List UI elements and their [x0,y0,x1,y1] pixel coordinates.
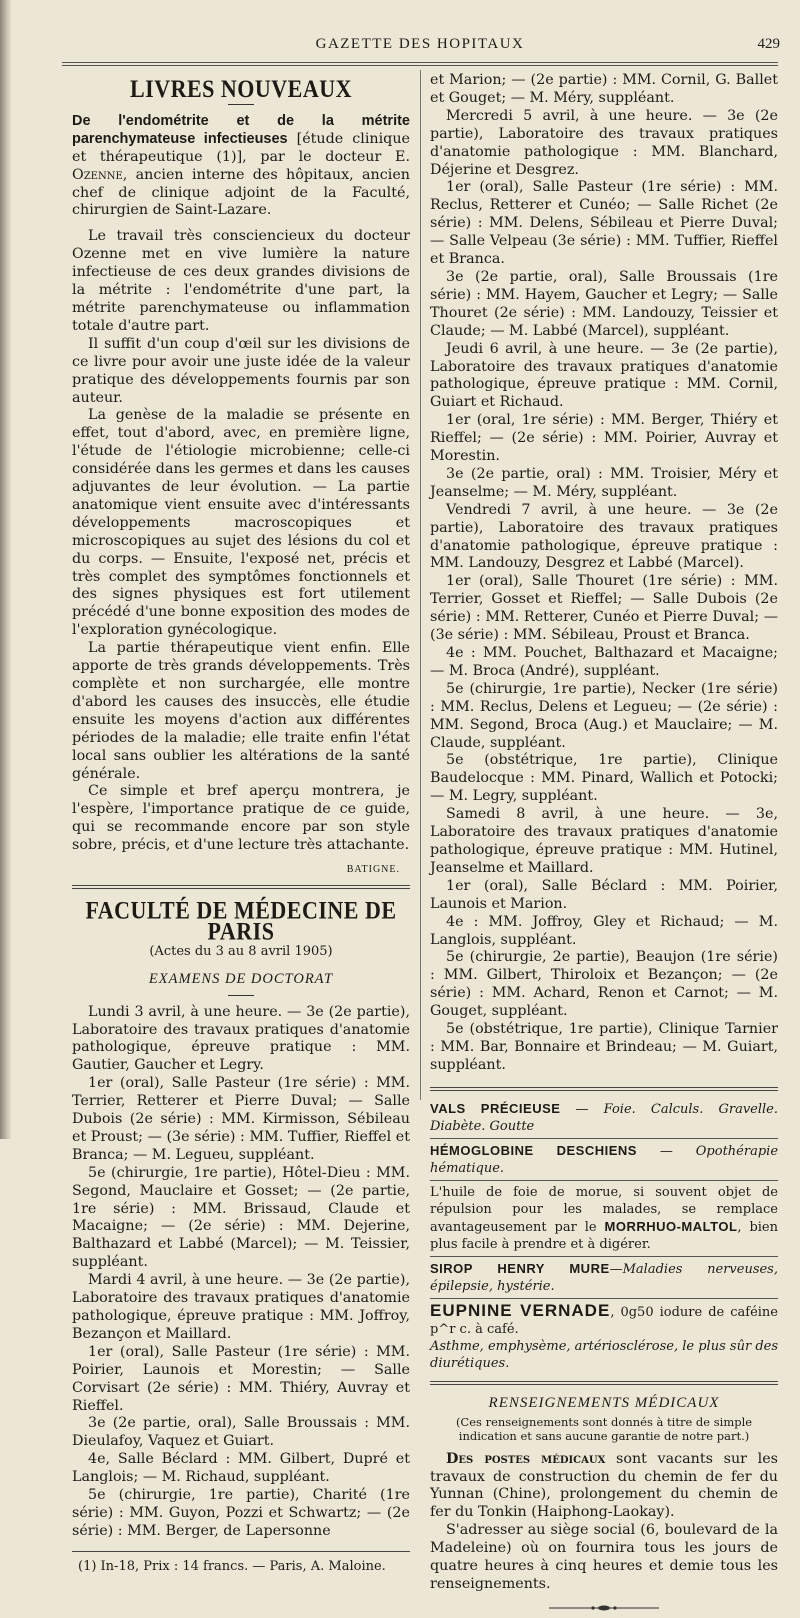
book-citation [72,113,410,220]
exam-paragraph: 5e (chirurgie, 2e partie), Beaujon (1re série) : MM. Gilbert, Thiroloix et Bezançon; — (2e série) : MM. Achard, Renon et Carnot; — M. Gouget, suppléant. [430,949,778,1020]
faculte-subtitle: (Actes du 3 au 8 avril 1905) [149,943,333,959]
section-rule [72,885,410,889]
exam-paragraph: Mercredi 5 avril, à une heure. — 3e (2e partie), Laboratoire des travaux pratiques d'anatomie pathologique : MM. Blanchard, Déjerine et Desgrez. [430,107,778,178]
book-title: De l'endométrite et de la métrite parenchymateuse infectieuses [72,112,410,147]
ad-huile-tail: , bien plus facile à prendre et à digérer. [430,1219,778,1252]
exam-paragraph: 5e (obstétrique, 1re partie), Clinique Tarnier : MM. Bar, Bonnaire et Brindeau; — M. Guiart, suppléant. [430,1021,778,1073]
footnote-rule [72,1551,410,1552]
renseignements-text: sont vacants sur les travaux de construction du chemin de fer du Yunnan (Chine), prolongement du chemin de fer du Tonkin (Haiphong-Laokay). [430,1450,778,1521]
exam-paragraph: 1er (oral), Salle Pasteur (1re série) : MM. Terrier, Retterer et Pierre Duval; — Salle Dubois (2e série) : MM. Kirmisson, Sébileau et Proust; — (3e série) : MM. Tuffier, Rieffel et Branca; — M. Legueu, suppléant. [72,1075,410,1163]
exam-paragraph: et Marion; — (2e partie) : MM. Cornil, G. Ballet et Gouget; — M. Méry, suppléant. [430,72,778,106]
heading-rule [228,995,254,996]
exam-paragraph: 4e : MM. Pouchet, Balthazard et Macaigne; — M. Broca (André), suppléant. [430,645,778,679]
ad-huile-text: L'huile de foie de morue, si souvent objet de répulsion pour les malades, se remplace avantageusement par le [430,1184,778,1235]
ad-hemo-name: HÉMOGLOBINE DESCHIENS [430,1142,637,1158]
exam-paragraph: 5e (chirurgie, 1re partie), Hôtel-Dieu : MM. Segond, Mauclaire et Gosset; — (2e partie, 1re série) : MM. Brissaud, Claude et Macaigne; — (2e série) : MM. Dejerine, Balthazard et Labbé (Marcel); — M. Teissier, suppléant. [72,1164,410,1271]
exam-paragraph: 4e, Salle Béclard : MM. Gilbert, Dupré et Langlois; — M. Richaud, suppléant. [72,1451,410,1486]
ads-bottom-rule [430,1381,778,1385]
ads-top-rule [430,1087,778,1091]
ad-sirop [430,1257,778,1299]
ad-eupnine-text: , 0g50 iodure de caféine p^r c. à café. [430,1304,778,1337]
exam-paragraph: 1er (oral, 1re série) : MM. Berger, Thiéry et Rieffel; — (2e série) : MM. Poirier, Auvray et Morestin. [430,412,778,465]
page-number: 429 [757,36,780,52]
exam-heading: EXAMENS DE DOCTORAT [148,970,334,987]
livres-title: LIVRES NOUVEAUX [129,74,353,103]
ad-morrhuo [430,1181,778,1257]
renseignements-lead: Des postes médicaux [446,1450,606,1467]
review-paragraph: Le travail très consciencieux du docteur Ozenne met en vive lumière la nature infectieuse de ces deux grandes divisions de la métrite : l'endométrite d'une part, la métrite parenchymateuse ou inflammation totale d'autre part. [72,228,410,334]
exam-paragraph: 3e (2e partie, oral) : MM. Troisier, Méry et Jeanselme; — M. Méry, suppléant. [430,465,778,500]
ad-eupnine-name: EUPNINE VERNADE [430,1300,611,1320]
ad-sirop-name: SIROP HENRY MURE [430,1260,610,1276]
author-name: Ozenne [72,166,123,183]
review-paragraph: La genèse de la maladie se présente en effet, tout d'abord, avec, en première ligne, l'étude de l'étiologie microbienne; celle-ci considérée dans les germes et dans les causes adjuvantes de leur évolution. — La partie anatomique vient ensuite avec d'intéressants développements macroscopiques et microscopiques au sujet des lésions du col et du corps. — Ensuite, l'exposé net, précis et très complet des symptômes fonctionnels et des signes physiques est fort utilement précédé d'une bonne exposition des modes de l'exploration gynécologique. [72,407,410,639]
exam-paragraph: 1er (oral), Salle Thouret (1re série) : MM. Terrier, Gosset et Rieffel; — Salle Dubois (2e série) : MM. Retterer, Cunéo et Pierre Duval; — (3e série) : MM. Sébileau, Proust et Branca. [430,573,778,644]
ad-vals-text: — Foie. Calculs. Gravelle. Diabète. Goutte [430,1101,778,1134]
review-paragraph: Ce simple et bref aperçu montrera, je l'espère, l'importance pratique de ce guide, qui se recommande encore par son style sobre, précis, et d'une lecture très attachante. [72,783,410,854]
exam-paragraph: 1er (oral), Salle Pasteur (1re série) : MM. Reclus, Retterer et Cunéo; — Salle Richet (2e série) : MM. Delens, Sébileau et Pierre Duval; — Salle Velpeau (3e série) : MM. Tuffier, Rieffel et Branca. [430,179,778,268]
ad-sirop-text: —Maladies nerveuses, épilepsie, hystérie. [430,1261,778,1294]
ad-eupnine-italic: Asthme, emphysème, artériosclérose, le plus sûr des diurétiques. [430,1338,778,1371]
exam-paragraph: Samedi 8 avril, à une heure. — 3e, Laboratoire des travaux pratiques d'anatomie pathologique, épreuve pratique : MM. Hutinel, Jeanselme et Maillard. [430,806,778,876]
footnote: (1) In-18, Prix : 14 francs. — Paris, A. Maloine. [78,1558,386,1574]
ad-vals [430,1097,778,1139]
end-ornament [430,1600,778,1618]
page-header [60,36,780,56]
exam-paragraph: Jeudi 6 avril, à une heure. — 3e (2e partie), Laboratoire des travaux pratiques d'anatomie pathologique, épreuve pratique : MM. Cornil, Guiart et Richaud. [430,340,778,411]
exam-paragraph: 5e (chirurgie, 1re partie), Charité (1re série) : MM. Guyon, Pozzi et Schwartz; — (2e série) : MM. Berger, de Lapersonne [72,1487,410,1539]
exam-paragraph: 5e (chirurgie, 1re partie), Necker (1re série) : MM. Reclus, Delens et Legueu; — (2e série) : MM. Segond, Broca (Aug.) et Mauclaire; — M. Claude, suppléant. [430,680,778,751]
ad-hemo-text: — Opothérapie hématique. [430,1143,779,1176]
header-rule [62,62,778,66]
exam-paragraph: 3e (2e partie, oral), Salle Broussais (1re série) : MM. Hayem, Gaucher et Legry; — Salle Thouret (2e série) : MM. Landouzy, Teissier et Claude; — M. Labbé (Marcel), suppléant. [430,268,778,339]
title-rule [228,104,254,105]
exam-paragraph: 5e (obstétrique, 1re partie), Clinique Baudelocque : MM. Pinard, Wallich et Potocki; — M. Legry, suppléant. [430,752,778,805]
exam-paragraph: Lundi 3 avril, à une heure. — 3e (2e partie), Laboratoire des travaux pratiques d'anatomie pathologique, épreuve pratique : MM. Gautier, Gaucher et Legry. [72,1003,410,1074]
ad-eupnine [430,1299,778,1375]
page-binding-edge [0,0,11,1139]
ad-vals-name: VALS PRÉCIEUSE [430,1100,561,1116]
renseignements-note: (Ces renseignements sont donnés à titre de simple indication et sans aucune garantie de notre part.) [455,1414,753,1443]
ad-huile-brand: MORRHUO-MALTOL [604,1218,738,1234]
exam-paragraph: Mardi 4 avril, à une heure. — 3e (2e partie), Laboratoire des travaux pratiques d'anatomie pathologique, épreuve pratique : MM. Joffroy, Bezançon et Maillard. [72,1272,410,1342]
ornament-rule-icon [549,1604,659,1612]
review-paragraph: Il suffit d'un coup d'œil sur les divisions de ce livre pour avoir une juste idée de la valeur pratique des développements fournis par son auteur. [72,335,410,406]
renseignements-paragraph: S'adresser au siège social (6, boulevard de la Madeleine) où on fournira tous les jours de quatre heures à cinq heures et demie tous les renseignements. [430,1522,778,1592]
exam-paragraph: Vendredi 7 avril, à une heure. — 3e (2e partie), Laboratoire des travaux pratiques d'anatomie pathologique, épreuve pratique : MM. Landouzy, Desgrez et Labbé (Marcel). [430,501,778,572]
running-title: GAZETTE DES HOPITAUX [315,36,525,52]
right-column [430,72,778,1618]
exam-paragraph: 1er (oral), Salle Pasteur (1re série) : MM. Poirier, Launois et Morestin; — Salle Corvisart (2e série) : MM. Thiéry, Auvray et Rieffel. [72,1343,410,1414]
renseignements-paragraph [430,1451,778,1523]
ad-hemoglobine [430,1139,778,1181]
faculte-title: FACULTÉ DE MÉDECINE DE PARIS [85,895,397,946]
exam-paragraph: 1er (oral), Salle Béclard : MM. Poirier, Launois et Marion. [430,877,778,912]
exam-paragraph: 3e (2e partie, oral), Salle Broussais : MM. Dieulafoy, Vaquez et Guiart. [72,1415,410,1450]
left-column [72,72,410,1576]
review-signature: BATIGNE. [346,864,400,876]
review-paragraph: La partie thérapeutique vient enfin. Elle apporte de très grands développements. Très complète et non surchargée, elle montre d'abord les causes des insuccès, elle étudie ensuite les moyens d'action aux différentes périodes de la maladie; elle traite enfin l'état local sans oublier les altérations de la santé générale. [72,640,410,782]
renseignements-title: RENSEIGNEMENTS MÉDICAUX [488,1394,720,1411]
exam-paragraph: 4e : MM. Joffroy, Gley et Richaud; — M. Langlois, suppléant. [430,913,778,948]
column-divider [420,70,421,1100]
author-desc: , ancien interne des hôpitaux, ancien chef de clinique adjoint de la Faculté, chirurgien de Saint-Lazare. [72,166,410,219]
book-subtitle: [étude clinique et thérapeutique (1)], par le docteur E. [72,130,411,165]
